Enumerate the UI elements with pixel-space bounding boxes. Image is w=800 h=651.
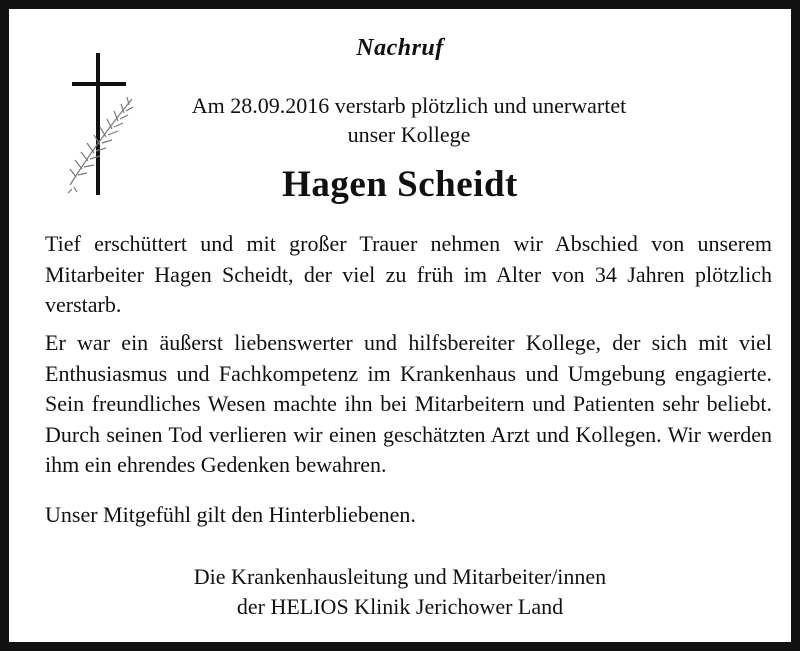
- paragraph-text: Tief erschüttert und mit großer Trauer nehmen wir Abschied von unserem Mitarbeiter Hagen Scheidt, der viel zu früh im Alter von 34 Jahren plötzlich verstarb.: [45, 231, 772, 317]
- paragraph-text: Unser Mitgefühl gilt den Hinterbliebenen.: [45, 502, 416, 527]
- signature-line-2: der HELIOS Klinik Jerichower Land: [236, 594, 564, 619]
- intro-line-2: unser Kollege: [347, 122, 471, 147]
- deceased-name: Hagen Scheidt: [282, 164, 518, 205]
- paragraph-3: [45, 500, 772, 531]
- paragraph-2: [45, 328, 772, 481]
- intro-line-1: Am 28.09.2016 verstarb plötzlich und unerwartet: [191, 93, 627, 118]
- signature-line-1: Die Krankenhausleitung und Mitarbeiter/innen: [193, 564, 607, 589]
- notice-heading: Nachruf: [356, 35, 444, 61]
- paragraph-1: [45, 229, 772, 321]
- paragraph-text: Er war ein äußerst liebenswerter und hilfsbereiter Kollege, der sich mit viel Enthusiasmus und Fachkompetenz im Krankenhaus und Umgebung engagierte. Sein freundliches Wesen machte ihn bei Mitarbeitern und Patienten sehr beliebt. Durch seinen Tod verlieren wir einen geschätzten Arzt und Kollegen. Wir werden ihm ein ehrendes Gedenken bewahren.: [45, 330, 772, 477]
